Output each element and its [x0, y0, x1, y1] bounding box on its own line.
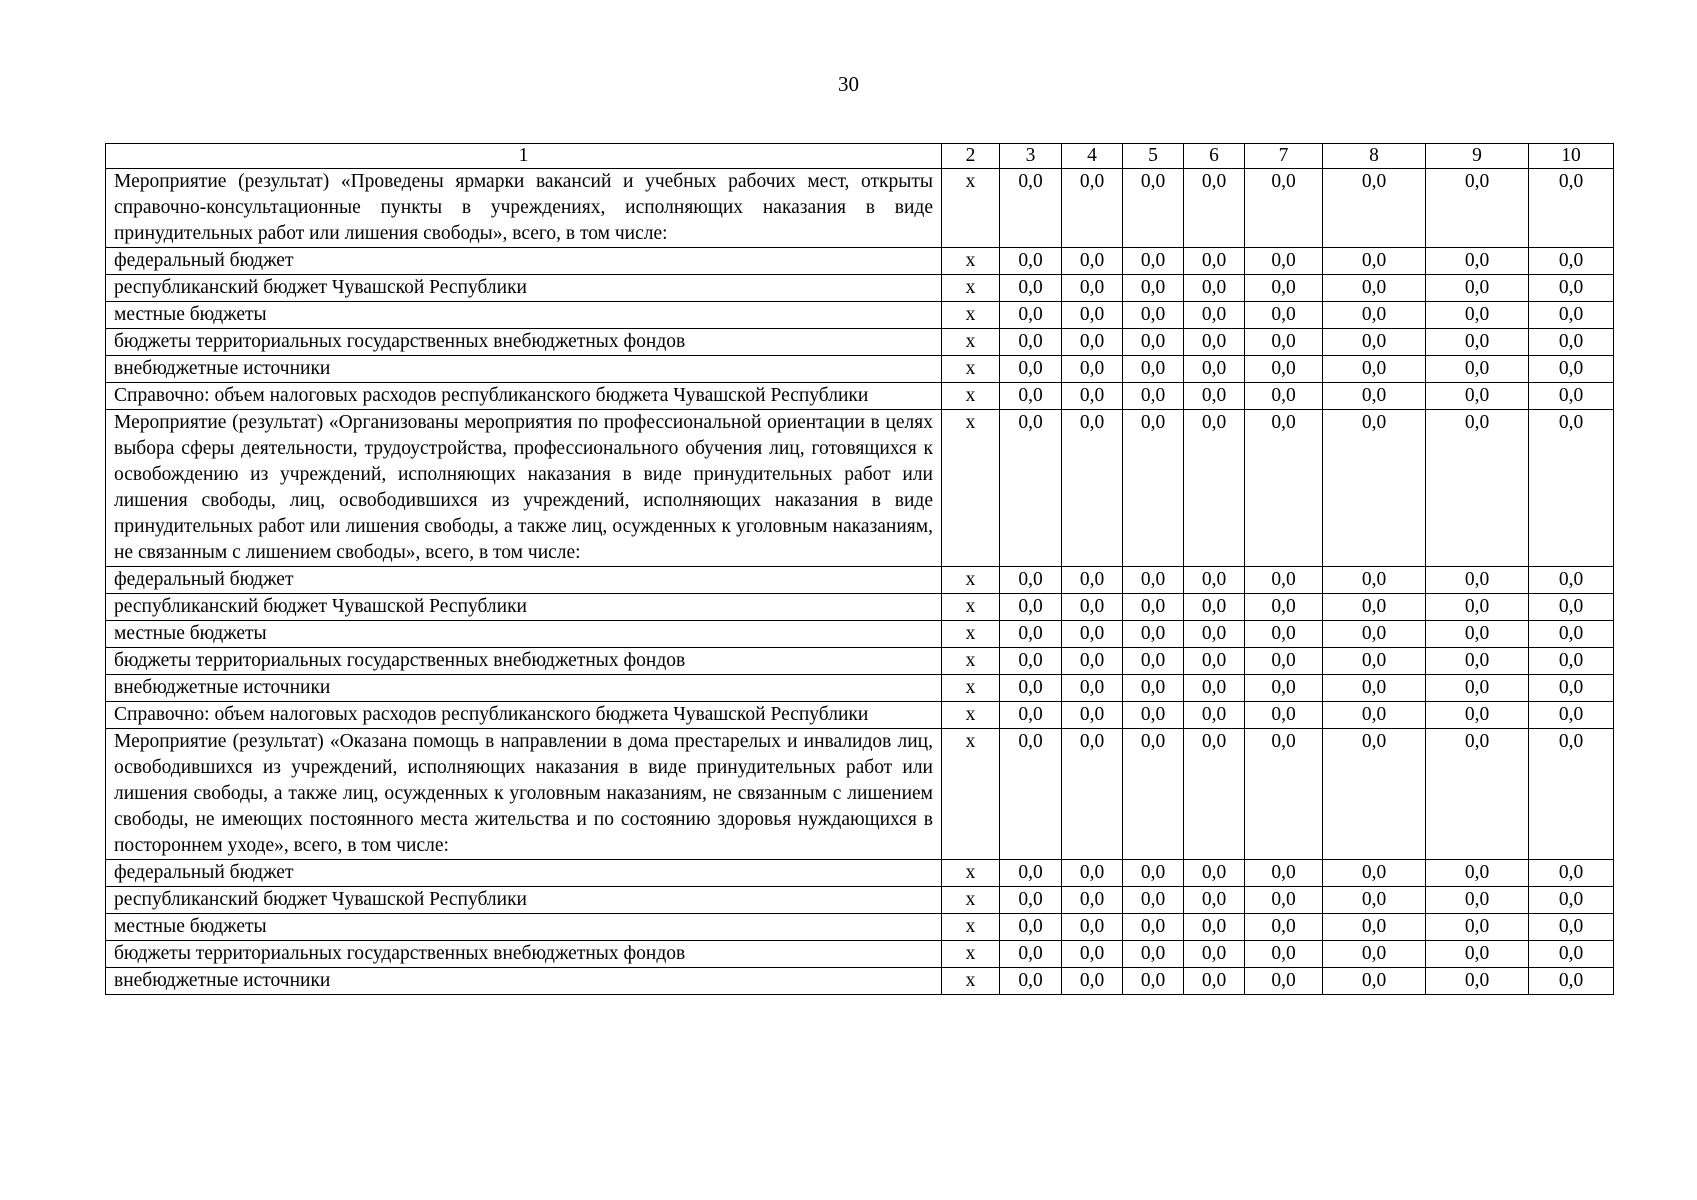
value-cell: 0,0 [1123, 860, 1184, 887]
value-cell: 0,0 [1000, 675, 1062, 702]
row-mark-cell: х [942, 356, 1000, 383]
value-cell: 0,0 [1000, 887, 1062, 914]
budget-table [105, 143, 1614, 995]
value-cell: 0,0 [1000, 702, 1062, 729]
row-label: внебюджетные источники [106, 968, 942, 995]
table-row [106, 914, 1614, 941]
value-cell: 0,0 [1426, 302, 1529, 329]
value-cell: 0,0 [1000, 860, 1062, 887]
value-cell: 0,0 [1245, 383, 1323, 410]
value-cell: 0,0 [1245, 275, 1323, 302]
value-cell: 0,0 [1184, 914, 1245, 941]
value-cell: 0,0 [1123, 275, 1184, 302]
value-cell: 0,0 [1529, 329, 1614, 356]
row-label: внебюджетные источники [106, 356, 942, 383]
value-cell: 0,0 [1000, 410, 1062, 567]
column-header-5: 5 [1123, 144, 1184, 169]
value-cell: 0,0 [1245, 356, 1323, 383]
value-cell: 0,0 [1529, 248, 1614, 275]
value-cell: 0,0 [1529, 968, 1614, 995]
value-cell: 0,0 [1062, 302, 1123, 329]
value-cell: 0,0 [1123, 968, 1184, 995]
value-cell: 0,0 [1123, 356, 1184, 383]
row-mark-cell: х [942, 941, 1000, 968]
table-row [106, 567, 1614, 594]
table-row [106, 248, 1614, 275]
row-label: местные бюджеты [106, 621, 942, 648]
value-cell: 0,0 [1123, 887, 1184, 914]
value-cell: 0,0 [1184, 594, 1245, 621]
value-cell: 0,0 [1529, 275, 1614, 302]
column-header-3: 3 [1000, 144, 1062, 169]
value-cell: 0,0 [1123, 941, 1184, 968]
value-cell: 0,0 [1323, 887, 1426, 914]
table-row [106, 356, 1614, 383]
value-cell: 0,0 [1426, 887, 1529, 914]
value-cell: 0,0 [1000, 383, 1062, 410]
row-label: Справочно: объем налоговых расходов республиканского бюджета Чувашской Республики [106, 383, 942, 410]
value-cell: 0,0 [1529, 860, 1614, 887]
row-label: бюджеты территориальных государственных внебюджетных фондов [106, 648, 942, 675]
row-mark-cell: х [942, 275, 1000, 302]
value-cell: 0,0 [1000, 302, 1062, 329]
value-cell: 0,0 [1245, 302, 1323, 329]
value-cell: 0,0 [1184, 702, 1245, 729]
value-cell: 0,0 [1426, 275, 1529, 302]
value-cell: 0,0 [1529, 729, 1614, 860]
value-cell: 0,0 [1426, 729, 1529, 860]
value-cell: 0,0 [1123, 594, 1184, 621]
value-cell: 0,0 [1323, 594, 1426, 621]
value-cell: 0,0 [1184, 968, 1245, 995]
value-cell: 0,0 [1062, 621, 1123, 648]
value-cell: 0,0 [1245, 621, 1323, 648]
value-cell: 0,0 [1245, 410, 1323, 567]
value-cell: 0,0 [1123, 567, 1184, 594]
value-cell: 0,0 [1323, 941, 1426, 968]
value-cell: 0,0 [1529, 941, 1614, 968]
row-mark-cell: х [942, 648, 1000, 675]
value-cell: 0,0 [1323, 383, 1426, 410]
row-label: республиканский бюджет Чувашской Республики [106, 275, 942, 302]
value-cell: 0,0 [1529, 302, 1614, 329]
row-mark-cell: х [942, 729, 1000, 860]
value-cell: 0,0 [1000, 968, 1062, 995]
value-cell: 0,0 [1123, 383, 1184, 410]
value-cell: 0,0 [1184, 860, 1245, 887]
value-cell: 0,0 [1245, 648, 1323, 675]
table-row [106, 729, 1614, 860]
value-cell: 0,0 [1529, 567, 1614, 594]
value-cell: 0,0 [1529, 410, 1614, 567]
value-cell: 0,0 [1323, 648, 1426, 675]
table-row [106, 169, 1614, 248]
value-cell: 0,0 [1062, 968, 1123, 995]
row-label: республиканский бюджет Чувашской Республики [106, 887, 942, 914]
value-cell: 0,0 [1000, 248, 1062, 275]
row-mark-cell: х [942, 968, 1000, 995]
value-cell: 0,0 [1323, 729, 1426, 860]
value-cell: 0,0 [1123, 329, 1184, 356]
value-cell: 0,0 [1000, 729, 1062, 860]
value-cell: 0,0 [1000, 329, 1062, 356]
row-label: федеральный бюджет [106, 567, 942, 594]
table-row [106, 302, 1614, 329]
row-mark-cell: х [942, 914, 1000, 941]
table-row [106, 329, 1614, 356]
row-label: местные бюджеты [106, 914, 942, 941]
value-cell: 0,0 [1323, 860, 1426, 887]
value-cell: 0,0 [1323, 410, 1426, 567]
value-cell: 0,0 [1184, 383, 1245, 410]
value-cell: 0,0 [1184, 729, 1245, 860]
row-mark-cell: х [942, 302, 1000, 329]
row-mark-cell: х [942, 621, 1000, 648]
table-row [106, 702, 1614, 729]
value-cell: 0,0 [1123, 248, 1184, 275]
value-cell: 0,0 [1323, 248, 1426, 275]
value-cell: 0,0 [1062, 914, 1123, 941]
row-mark-cell: х [942, 887, 1000, 914]
value-cell: 0,0 [1062, 648, 1123, 675]
table-row [106, 275, 1614, 302]
table-row [106, 941, 1614, 968]
value-cell: 0,0 [1529, 621, 1614, 648]
value-cell: 0,0 [1062, 329, 1123, 356]
value-cell: 0,0 [1062, 410, 1123, 567]
row-mark-cell: х [942, 702, 1000, 729]
row-mark-cell: х [942, 567, 1000, 594]
value-cell: 0,0 [1245, 675, 1323, 702]
value-cell: 0,0 [1000, 567, 1062, 594]
value-cell: 0,0 [1426, 329, 1529, 356]
value-cell: 0,0 [1062, 248, 1123, 275]
value-cell: 0,0 [1062, 169, 1123, 248]
table-row [106, 621, 1614, 648]
row-mark-cell: х [942, 675, 1000, 702]
value-cell: 0,0 [1184, 302, 1245, 329]
value-cell: 0,0 [1062, 675, 1123, 702]
value-cell: 0,0 [1323, 275, 1426, 302]
row-label: Мероприятие (результат) «Организованы мероприятия по профессиональной ориентации в целях выбора сферы деятельности, трудоустройства, профессионального обучения лиц, готовящихся к освобождению из учреждений, исполняющих наказания в виде принудительных работ или лишения свободы, лиц, освободившихся из учреждений, исполняющих наказания в виде принудительных работ или лишения свободы, а также лиц, осужденных к уголовным наказаниям, не связанным с лишением свободы», всего, в том числе: [106, 410, 942, 567]
value-cell: 0,0 [1184, 410, 1245, 567]
value-cell: 0,0 [1000, 275, 1062, 302]
table-row [106, 410, 1614, 567]
row-label: Мероприятие (результат) «Проведены ярмарки вакансий и учебных рабочих мест, открыты справочно-консультационные пункты в учреждениях, исполняющих наказания в виде принудительных работ или лишения свободы», всего, в том числе: [106, 169, 942, 248]
value-cell: 0,0 [1123, 169, 1184, 248]
value-cell: 0,0 [1123, 702, 1184, 729]
value-cell: 0,0 [1529, 887, 1614, 914]
value-cell: 0,0 [1529, 356, 1614, 383]
row-mark-cell: х [942, 594, 1000, 621]
value-cell: 0,0 [1184, 621, 1245, 648]
value-cell: 0,0 [1245, 860, 1323, 887]
value-cell: 0,0 [1529, 675, 1614, 702]
value-cell: 0,0 [1426, 648, 1529, 675]
value-cell: 0,0 [1426, 941, 1529, 968]
row-label: федеральный бюджет [106, 860, 942, 887]
value-cell: 0,0 [1123, 410, 1184, 567]
table-row [106, 383, 1614, 410]
value-cell: 0,0 [1245, 594, 1323, 621]
value-cell: 0,0 [1062, 594, 1123, 621]
column-header-6: 6 [1184, 144, 1245, 169]
value-cell: 0,0 [1426, 675, 1529, 702]
header-row [106, 144, 1614, 169]
table-body [106, 169, 1614, 995]
value-cell: 0,0 [1529, 702, 1614, 729]
value-cell: 0,0 [1123, 621, 1184, 648]
value-cell: 0,0 [1323, 621, 1426, 648]
table-row [106, 648, 1614, 675]
row-mark-cell: х [942, 329, 1000, 356]
value-cell: 0,0 [1062, 275, 1123, 302]
value-cell: 0,0 [1184, 169, 1245, 248]
value-cell: 0,0 [1426, 860, 1529, 887]
value-cell: 0,0 [1062, 729, 1123, 860]
value-cell: 0,0 [1529, 169, 1614, 248]
value-cell: 0,0 [1000, 941, 1062, 968]
value-cell: 0,0 [1245, 702, 1323, 729]
value-cell: 0,0 [1184, 887, 1245, 914]
value-cell: 0,0 [1184, 275, 1245, 302]
row-label: бюджеты территориальных государственных внебюджетных фондов [106, 329, 942, 356]
value-cell: 0,0 [1245, 567, 1323, 594]
value-cell: 0,0 [1426, 356, 1529, 383]
value-cell: 0,0 [1323, 356, 1426, 383]
row-mark-cell: х [942, 248, 1000, 275]
value-cell: 0,0 [1426, 621, 1529, 648]
table-row [106, 968, 1614, 995]
value-cell: 0,0 [1184, 356, 1245, 383]
value-cell: 0,0 [1426, 169, 1529, 248]
value-cell: 0,0 [1245, 941, 1323, 968]
value-cell: 0,0 [1184, 675, 1245, 702]
column-header-8: 8 [1323, 144, 1426, 169]
value-cell: 0,0 [1529, 648, 1614, 675]
value-cell: 0,0 [1426, 248, 1529, 275]
row-label: Мероприятие (результат) «Оказана помощь в направлении в дома престарелых и инвалидов лиц, освободившихся из учреждений, исполняющих наказания в виде принудительных работ или лишения свободы, а также лиц, осужденных к уголовным наказаниям, не связанным с лишением свободы, не имеющих постоянного места жительства и по состоянию здоровья нуждающихся в постороннем уходе», всего, в том числе: [106, 729, 942, 860]
value-cell: 0,0 [1123, 914, 1184, 941]
value-cell: 0,0 [1123, 729, 1184, 860]
value-cell: 0,0 [1426, 410, 1529, 567]
value-cell: 0,0 [1426, 383, 1529, 410]
value-cell: 0,0 [1529, 383, 1614, 410]
value-cell: 0,0 [1062, 356, 1123, 383]
value-cell: 0,0 [1184, 648, 1245, 675]
value-cell: 0,0 [1323, 567, 1426, 594]
value-cell: 0,0 [1323, 302, 1426, 329]
value-cell: 0,0 [1245, 329, 1323, 356]
page-number: 30 [838, 72, 859, 96]
value-cell: 0,0 [1245, 729, 1323, 860]
value-cell: 0,0 [1062, 860, 1123, 887]
column-header-7: 7 [1245, 144, 1323, 169]
table-row [106, 860, 1614, 887]
value-cell: 0,0 [1323, 914, 1426, 941]
value-cell: 0,0 [1426, 914, 1529, 941]
table-row [106, 887, 1614, 914]
row-mark-cell: х [942, 169, 1000, 248]
value-cell: 0,0 [1184, 329, 1245, 356]
value-cell: 0,0 [1123, 648, 1184, 675]
value-cell: 0,0 [1062, 383, 1123, 410]
value-cell: 0,0 [1245, 248, 1323, 275]
value-cell: 0,0 [1000, 594, 1062, 621]
value-cell: 0,0 [1184, 941, 1245, 968]
value-cell: 0,0 [1426, 567, 1529, 594]
value-cell: 0,0 [1123, 302, 1184, 329]
column-header-10: 10 [1529, 144, 1614, 169]
row-mark-cell: х [942, 860, 1000, 887]
row-label: Справочно: объем налоговых расходов республиканского бюджета Чувашской Республики [106, 702, 942, 729]
value-cell: 0,0 [1000, 648, 1062, 675]
value-cell: 0,0 [1426, 594, 1529, 621]
value-cell: 0,0 [1245, 968, 1323, 995]
value-cell: 0,0 [1062, 567, 1123, 594]
value-cell: 0,0 [1426, 702, 1529, 729]
value-cell: 0,0 [1529, 594, 1614, 621]
value-cell: 0,0 [1323, 169, 1426, 248]
value-cell: 0,0 [1062, 702, 1123, 729]
table-row [106, 594, 1614, 621]
value-cell: 0,0 [1245, 169, 1323, 248]
column-header-9: 9 [1426, 144, 1529, 169]
row-label: федеральный бюджет [106, 248, 942, 275]
value-cell: 0,0 [1323, 329, 1426, 356]
table-row [106, 675, 1614, 702]
value-cell: 0,0 [1123, 675, 1184, 702]
table-header [106, 144, 1614, 169]
value-cell: 0,0 [1184, 248, 1245, 275]
row-label: внебюджетные источники [106, 675, 942, 702]
value-cell: 0,0 [1000, 356, 1062, 383]
row-label: республиканский бюджет Чувашской Республики [106, 594, 942, 621]
value-cell: 0,0 [1000, 169, 1062, 248]
value-cell: 0,0 [1323, 675, 1426, 702]
row-mark-cell: х [942, 410, 1000, 567]
row-label: местные бюджеты [106, 302, 942, 329]
column-header-4: 4 [1062, 144, 1123, 169]
value-cell: 0,0 [1529, 914, 1614, 941]
value-cell: 0,0 [1323, 702, 1426, 729]
value-cell: 0,0 [1323, 968, 1426, 995]
value-cell: 0,0 [1000, 914, 1062, 941]
value-cell: 0,0 [1245, 914, 1323, 941]
value-cell: 0,0 [1426, 968, 1529, 995]
value-cell: 0,0 [1062, 887, 1123, 914]
value-cell: 0,0 [1000, 621, 1062, 648]
column-header-1: 1 [106, 144, 942, 169]
column-header-2: 2 [942, 144, 1000, 169]
value-cell: 0,0 [1245, 887, 1323, 914]
row-label: бюджеты территориальных государственных внебюджетных фондов [106, 941, 942, 968]
row-mark-cell: х [942, 383, 1000, 410]
value-cell: 0,0 [1184, 567, 1245, 594]
value-cell: 0,0 [1062, 941, 1123, 968]
